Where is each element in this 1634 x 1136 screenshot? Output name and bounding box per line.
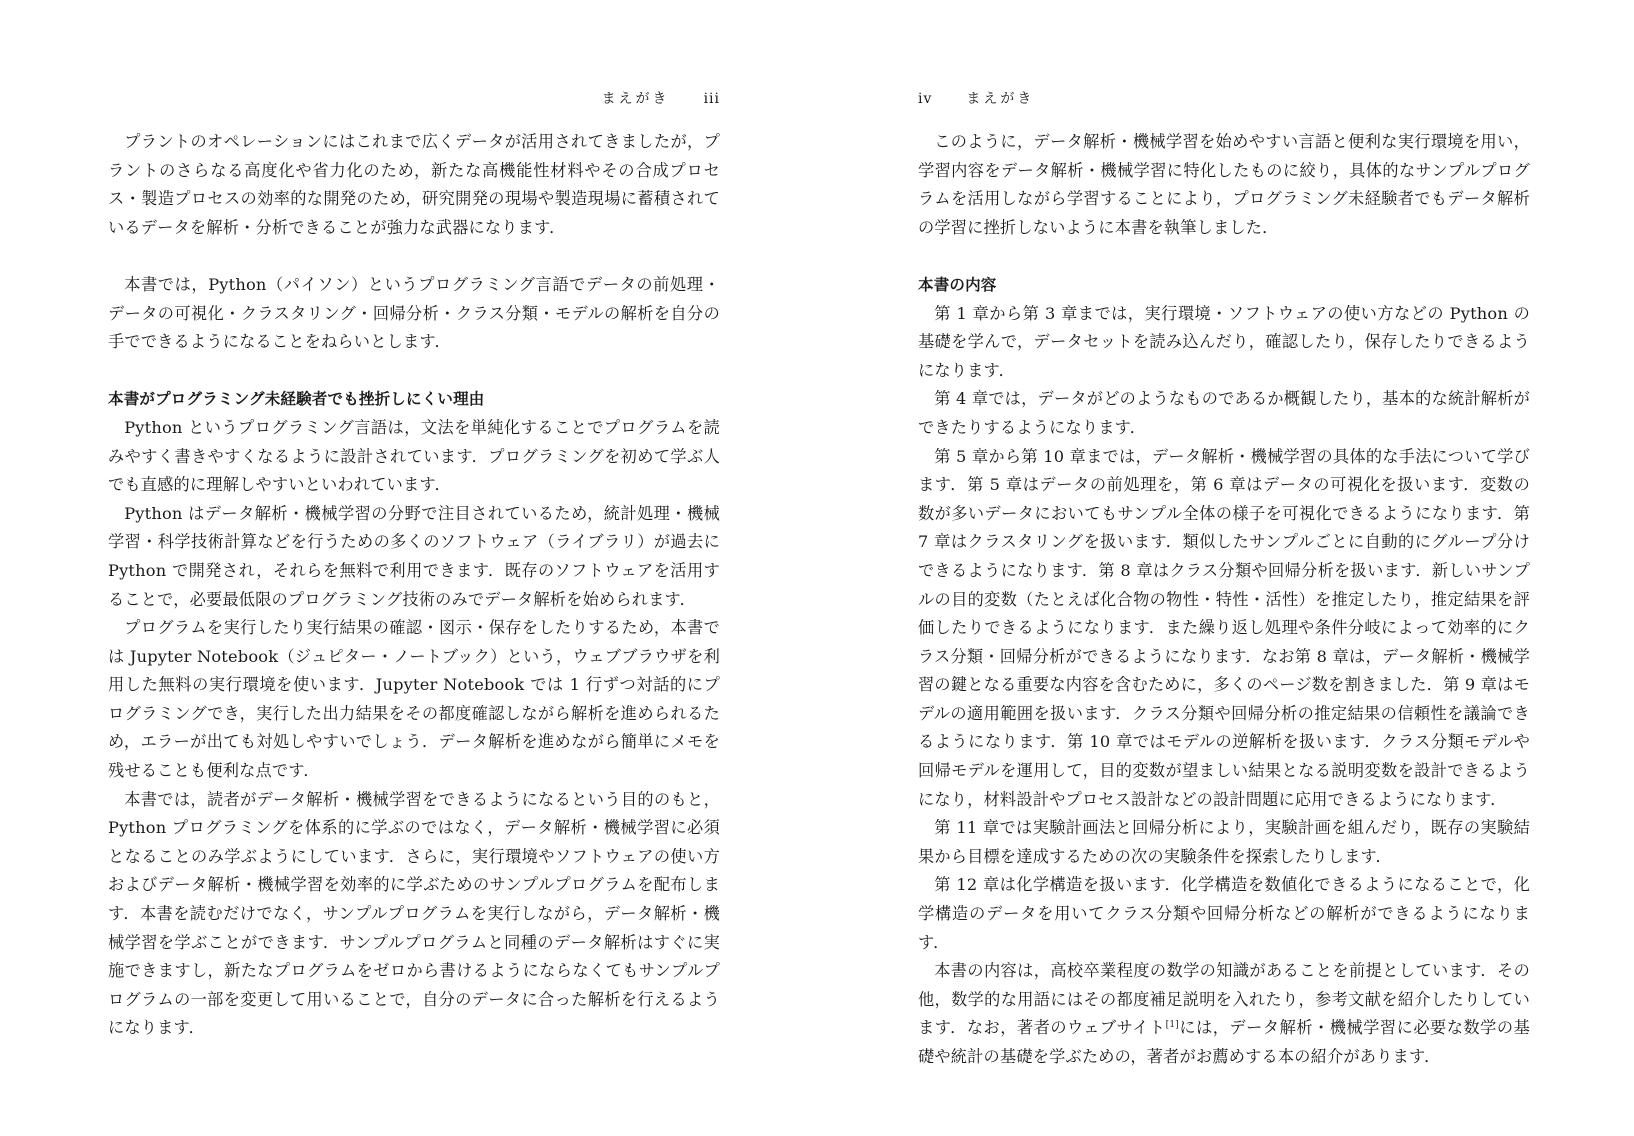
intro-paragraph-1: プラントのオペレーションにはこれまで広くデータが活用されてきましたが，プラントのさらなる高度化や省力化のため，新たな高機能性材料やその合成プロセス・製造プロセスの効率的な開発のため，研究開発の現場や製造現場に蓄積されているデータを解析・分析できることが強力な武器になります． bbox=[108, 132, 720, 237]
content-paragraph-4: 第 11 章では実験計画法と回帰分析により，実験計画を組んだり，既存の実験結果から目標を達成するための次の実験条件を探索したりします． bbox=[918, 818, 1530, 866]
section-paragraph-1: Python というプログラミング言語は，文法を単純化することでプログラムを読みやすく書きやすくなるように設計されています．プログラミングを初めて学ぶ人でも直感的に理解しやすいといわれています． bbox=[108, 417, 720, 495]
running-head-left bbox=[602, 88, 720, 108]
section-paragraph-2: Python はデータ解析・機械学習の分野で注目されているため，統計処理・機械学習・科学技術計算などを行うための多くのソフトウェア（ライブラリ）が過去に Python で開発され，それらを無料で利用できます．既存のソフトウェアを活用することで，必要最低限のプログラミング技術のみでデータ解析を始められます． bbox=[108, 503, 720, 609]
intro-paragraph-2: 本書では，Python（パイソン）というプログラミング言語でデータの前処理・データの可視化・クラスタリング・回帰分析・クラス分類・モデルの解析を自分の手でできるようになることをねらいとします． bbox=[108, 274, 720, 352]
content-paragraph-2: 第 4 章では，データがどのようなものであるか概観したり，基本的な統計解析ができたりするようになります． bbox=[918, 389, 1530, 437]
paragraph-text: には，データ解析・機械学習に必要な数学の基礎や統計の基礎を学ぶための，著者がお薦めする本の紹介があります． bbox=[918, 1018, 1530, 1066]
paragraph-text: 本書の内容は，高校卒業程度の数学の知識があることを前提としています．その他，数学的な用語にはその都度補足説明を入れたり，参考文献を紹介したりしています．なお，著者のウェブサイト bbox=[918, 961, 1530, 1038]
content-paragraph-6 bbox=[918, 957, 1530, 1071]
right-page-body bbox=[918, 128, 1530, 1072]
left-page-body bbox=[108, 128, 720, 1043]
header-title: まえがき bbox=[966, 91, 1035, 107]
content-paragraph-1: 第 1 章から第 3 章までは，実行環境・ソフトウェアの使い方などの Python の基礎を学んで，データセットを読み込んだり，確認したり，保存したりできるようになります． bbox=[918, 303, 1530, 380]
intro-paragraph: このように，データ解析・機械学習を始めやすい言語と便利な実行環境を用い，学習内容をデータ解析・機械学習に特化したものに絞り，具体的なサンプルプログラムを活用しながら学習することにより，プログラミング未経験者でもデータ解析の学習に挫折しないように本書を執筆しました． bbox=[918, 132, 1530, 237]
left-page bbox=[108, 0, 720, 1136]
header-title: まえがき bbox=[601, 91, 670, 107]
section-heading: 本書がプログラミング未経験者でも挫折しにくい理由 bbox=[108, 390, 485, 409]
content-paragraph-5: 第 12 章は化学構造を扱います．化学構造を数値化できるようになることで，化学構造のデータを用いてクラス分類や回帰分析などの解析ができるようになります． bbox=[918, 875, 1530, 952]
section-paragraph-4: 本書では，読者がデータ解析・機械学習をできるようになるという目的のもと，Python プログラミングを体系的に学ぶのではなく，データ解析・機械学習に必須となることのみ学ぶようにしています．さらに，実行環境やソフトウェアの使い方およびデータ解析・機械学習を効率的に学ぶためのサンプルプログラムを配布します．本書を読むだけでなく，サンプルプログラムを実行しながら，データ解析・機械学習を学ぶことができます．サンプルプログラムと同種のデータ解析はすぐに実施できますし，新たなプログラムをゼロから書けるようにならなくてもサンプルプログラムの一部を変更して用いることで，自分のデータに合った解析を行えるようになります． bbox=[108, 789, 720, 1038]
content-paragraph-3: 第 5 章から第 10 章までは，データ解析・機械学習の具体的な手法について学びます．第 5 章はデータの前処理を，第 6 章はデータの可視化を扱います．変数の数が多いデータにおいてもサンプル全体の様子を可視化できるようになります．第 7 章はクラスタリングを扱います．類似したサンプルごとに自動的にグループ分けできるようになります．第 8 章はクラス分類や回帰分析を扱います．新しいサンプルの目的変数（たとえば化合物の物性・特性・活性）を推定したり，推定結果を評価したりできるようになります．また繰り返し処理や条件分岐によって効率的にクラス分類・回帰分析ができるようになります．なお第 8 章は，データ解析・機械学習の鍵となる重要な内容を含むために，多くのページ数を割きました．第 9 章はモデルの適用範囲を扱います．クラス分類や回帰分析の推定結果の信頼性を議論できるようになります．第 10 章ではモデルの逆解析を扱います．クラス分類モデルや回帰モデルを運用して，目的変数が望ましい結果となる説明変数を設計できるようになり，材料設計やプロセス設計などの設計問題に応用できるようになります． bbox=[918, 446, 1530, 809]
page-number: iii bbox=[703, 91, 720, 107]
right-page bbox=[918, 0, 1530, 1136]
reference-marker[interactable]: [1] bbox=[1165, 1020, 1179, 1031]
running-head-right bbox=[918, 88, 1034, 108]
page-number: iv bbox=[918, 91, 933, 107]
section-paragraph-3: プログラムを実行したり実行結果の確認・図示・保存をしたりするため，本書では Jupyter Notebook（ジュピター・ノートブック）という，ウェブブラウザを利用した無料の実行環境を使います．Jupyter Notebook では 1 行ずつ対話的にプログラミングでき，実行した出力結果をその都度確認しながら解析を進められるため，エラーが出ても対処しやすいでしょう．データ解析を進めながら簡単にメモを残せることも便利な点です． bbox=[108, 618, 720, 781]
section-heading: 本書の内容 bbox=[918, 275, 997, 294]
